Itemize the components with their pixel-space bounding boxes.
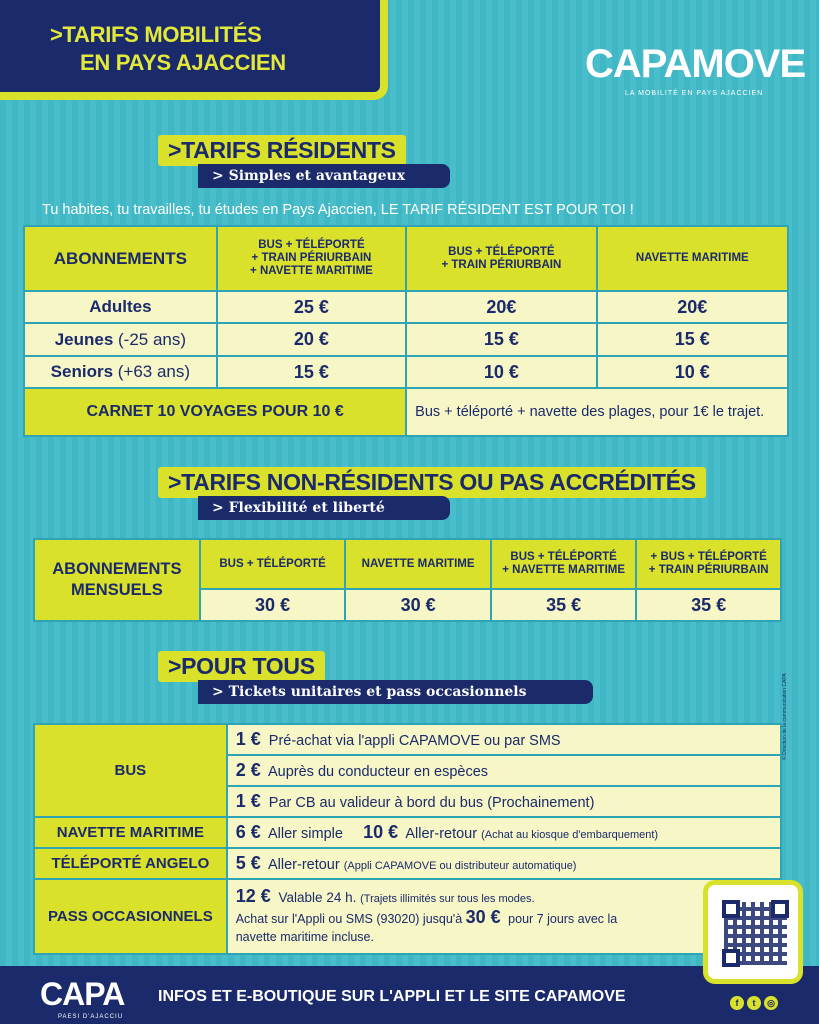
price-cell: 30 € (345, 589, 490, 621)
price-cell: 15 € (217, 356, 406, 388)
navette-label: NAVETTE MARITIME (34, 817, 227, 848)
qr-code[interactable] (703, 880, 803, 984)
twitter-icon[interactable]: t (747, 996, 761, 1010)
navette-prices: 6 € Aller simple 10 € Aller-retour (Achat au kiosque d'embarquement) (227, 817, 781, 848)
bus-option: 2 € Auprès du conducteur en espèces (227, 755, 781, 786)
pass-row (34, 879, 781, 954)
facebook-icon[interactable]: f (730, 996, 744, 1010)
nonresidents-header-row (34, 539, 781, 589)
logo-text: CAPAMOVE (585, 42, 806, 86)
price-cell: 35 € (636, 589, 781, 621)
logo-tagline: LA MOBILITÉ EN PAYS AJACCIEN (625, 90, 764, 97)
bus-label: BUS (34, 724, 227, 817)
col-bus-tele: BUS + TÉLÉPORTÉ (200, 539, 346, 589)
residents-subtitle: > Simples et avantageux (198, 164, 450, 188)
pourtous-subtitle: > Tickets unitaires et pass occasionnels (198, 680, 593, 704)
price-cell: 30 € (200, 589, 346, 621)
carnet-note: Bus + téléporté + navette des plages, pour 1€ le trajet. (406, 388, 788, 436)
capa-logo: CAPA PAESI D'AJACCIU (40, 976, 125, 1020)
row-carnet (24, 388, 788, 436)
pourtous-table (33, 723, 782, 955)
price-cell: 25 € (217, 291, 406, 323)
row-jeunes (24, 323, 788, 356)
bus-option: 1 € Pré-achat via l'appli CAPAMOVE ou par SMS (227, 724, 781, 755)
qr-corner (722, 949, 740, 967)
header-line1: >TARIFS MOBILITÉS (50, 22, 262, 47)
tele-price: 5 € Aller-retour (Appli CAPAMOVE ou distributeur automatique) (227, 848, 781, 879)
header-line2: EN PAYS AJACCIEN (80, 50, 286, 75)
navette-row (34, 817, 781, 848)
credit-text: © Direction de la communication CAPA (782, 673, 788, 760)
price-cell: 20 € (217, 323, 406, 356)
row-label: Adultes (24, 291, 217, 323)
capamove-logo (585, 42, 806, 97)
col-navette: NAVETTE MARITIME (345, 539, 490, 589)
carnet-label: CARNET 10 VOYAGES POUR 10 € (24, 388, 406, 436)
residents-title: >TARIFS RÉSIDENTS (158, 135, 406, 166)
residents-table (23, 225, 789, 437)
header-banner (0, 0, 388, 100)
col-navette: NAVETTE MARITIME (597, 226, 788, 291)
price-cell: 10 € (597, 356, 788, 388)
price-cell: 15 € (406, 323, 596, 356)
residents-header-row (24, 226, 788, 291)
footer-bar (0, 966, 819, 1024)
footer-text: INFOS ET E-BOUTIQUE SUR L'APPLI ET LE SITE CAPAMOVE (158, 988, 626, 1005)
col-bus-tele-train: BUS + TÉLÉPORTÉ + TRAIN PÉRIURBAIN (406, 226, 596, 291)
row-label: Seniors (+63 ans) (24, 356, 217, 388)
bus-row-1 (34, 724, 781, 755)
bus-option: 1 € Par CB au valideur à bord du bus (Prochainement) (227, 786, 781, 817)
col-bus-tele-train: + BUS + TÉLÉPORTÉ + TRAIN PÉRIURBAIN (636, 539, 781, 589)
pass-label: PASS OCCASIONNELS (34, 879, 227, 954)
instagram-icon[interactable]: ◎ (764, 996, 778, 1010)
nonresidents-title: >TARIFS NON-RÉSIDENTS OU PAS ACCRÉDITÉS (158, 467, 706, 498)
row-label: Jeunes (-25 ans) (24, 323, 217, 356)
price-cell: 15 € (597, 323, 788, 356)
qr-corner (771, 900, 789, 918)
abonnements-header: ABONNEMENTS (24, 226, 217, 291)
row-adultes (24, 291, 788, 323)
tele-label: TÉLÉPORTÉ ANGELO (34, 848, 227, 879)
tele-row (34, 848, 781, 879)
price-cell: 20€ (597, 291, 788, 323)
price-cell: 35 € (491, 589, 637, 621)
nonresidents-table (33, 538, 782, 622)
pass-details: 12 € Valable 24 h. (Trajets illimités sur tous les modes. Achat sur l'Appli ou SMS (93020) jusqu'à 30 € pour 7 jours avec la navette maritime incluse. (227, 879, 781, 954)
col-bus-tele-train-navette: BUS + TÉLÉPORTÉ + TRAIN PÉRIURBAIN + NAVETTE MARITIME (217, 226, 406, 291)
price-cell: 20€ (406, 291, 596, 323)
col-bus-tele-navette: BUS + TÉLÉPORTÉ + NAVETTE MARITIME (491, 539, 637, 589)
nonresidents-subtitle: > Flexibilité et liberté (198, 496, 450, 520)
qr-corner (722, 900, 740, 918)
price-cell: 10 € (406, 356, 596, 388)
pourtous-title: >POUR TOUS (158, 651, 325, 682)
mensuels-label: ABONNEMENTS MENSUELS (34, 539, 200, 621)
residents-intro: Tu habites, tu travailles, tu études en Pays Ajaccien, LE TARIF RÉSIDENT EST POUR TOI ! (42, 202, 634, 218)
row-seniors (24, 356, 788, 388)
